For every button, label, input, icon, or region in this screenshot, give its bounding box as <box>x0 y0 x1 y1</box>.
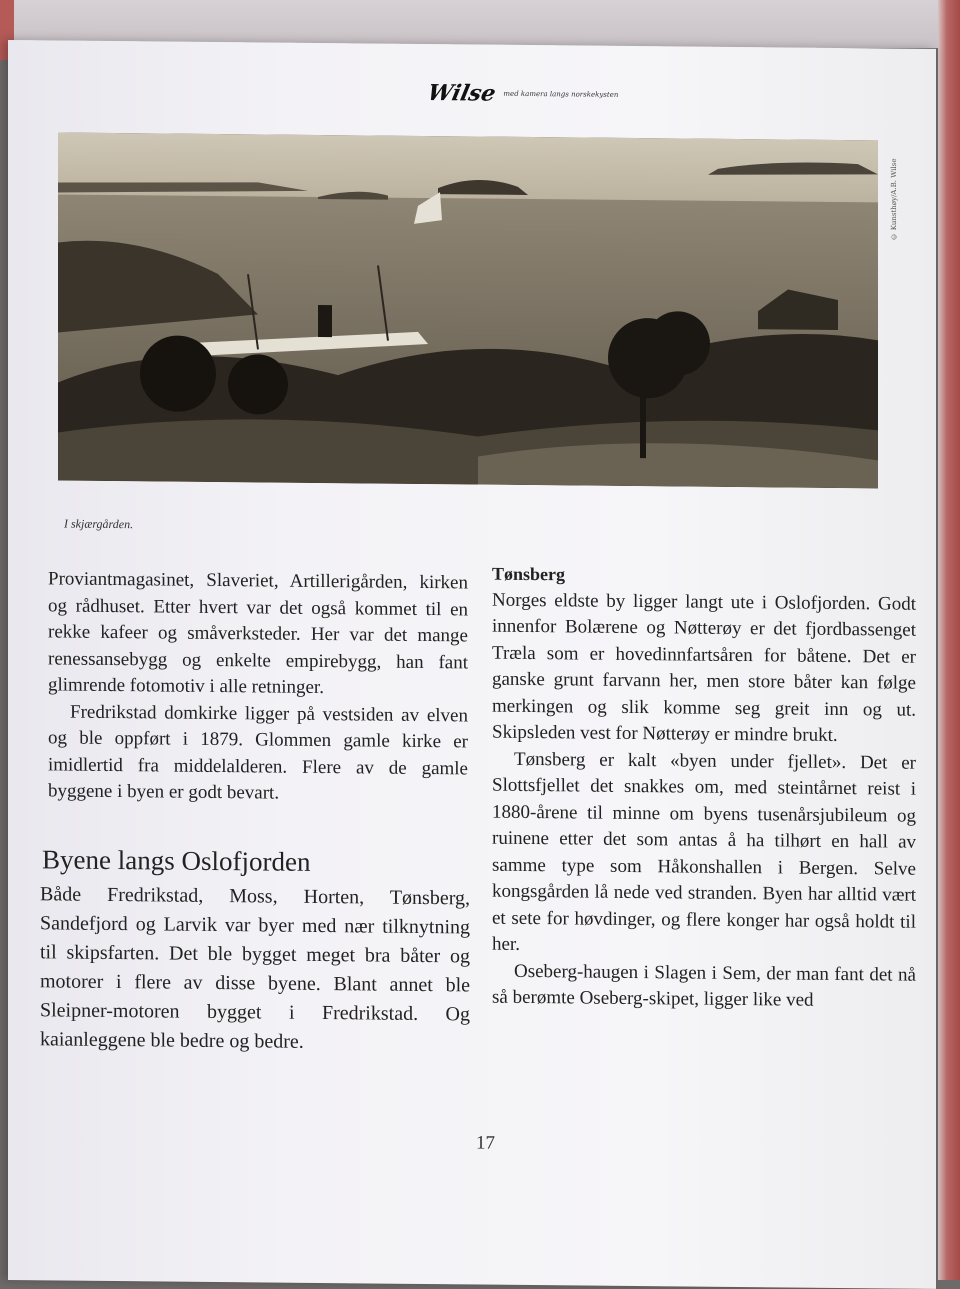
section-heading: Byene langs Oslofjorden <box>42 844 311 877</box>
paragraph: Både Fredrikstad, Moss, Horten, Tønsberg, Sandefjord og Larvik var byer med nær tilknytning til skipsfarten. Det ble bygget meget bra båter og motorer i flere av disse byene. Blant annet ble Sleipner-motoren bygget i Fredrikstad. Og kaianleggene ble bedre og bedre. <box>40 883 470 1053</box>
photo-credit: © Kunsthøy/A.B. Wilse <box>890 158 898 241</box>
page-number: 17 <box>476 1132 495 1154</box>
paragraph: Tønsberg er kalt «byen under fjellet». Det er Slottsfjellet det snakkes om, med steintårnet reist i 1880-årene til minne om byens tusenårsjubileum og ruinene etter det som antas å ha tilhørt en hall av samme type som Håkonshallen i Bergen. Selve kongsgården lå nede ved stranden. Byen har alltid vært et sete for høvdinger, og flere konger har også holdt til her. <box>492 748 916 955</box>
book-spine <box>938 0 960 1280</box>
subheading-tonsberg: Tønsberg <box>492 563 566 585</box>
paragraph: Proviantmagasinet, Slaveriet, Artillerigården, kirken og rådhuset. Etter hvert var det også kommet til en rekke kafeer og småverksteder. Her var det mange renessansebygg og enkelte empirebygg, han fant glimrende fotomotiv i alle retninger. <box>48 568 468 699</box>
book-page <box>8 40 936 1289</box>
section-text <box>40 880 470 1058</box>
paragraph: Norges eldste by ligger langt ute i Oslofjorden. Godt innenfor Bolærene og Nøtterøy er det fjordbassenget Træla som er hovedinnfartsåren for båtene. Det er ganske grunt farvann her, men store båter kan følge merkingen og slik komme seg greit inn og ut. Skipsleden vest for Nøtterøy er mindre brukt. <box>492 589 916 746</box>
header-subtitle: med kamera langs norskekysten <box>503 89 619 99</box>
paragraph: Oseberg-haugen i Slagen i Sem, der man fant det nå så berømte Oseberg-skipet, ligger like ved <box>492 960 916 1011</box>
steamship-archipelago-photo <box>58 132 878 488</box>
running-header <box>425 78 688 110</box>
photo-caption: I skjærgården. <box>64 516 134 532</box>
right-column-text <box>492 561 916 1016</box>
left-column-text <box>48 566 468 809</box>
paragraph: Fredrikstad domkirke ligger på vestsiden av elven og ble oppført i 1879. Glommen gamle kirke er imidlertid fra middelalderen. Flere av de gamle byggene i byen er godt bevart. <box>48 701 468 804</box>
wilse-signature-logo: Wilse <box>425 80 499 107</box>
archival-photo <box>58 132 878 488</box>
